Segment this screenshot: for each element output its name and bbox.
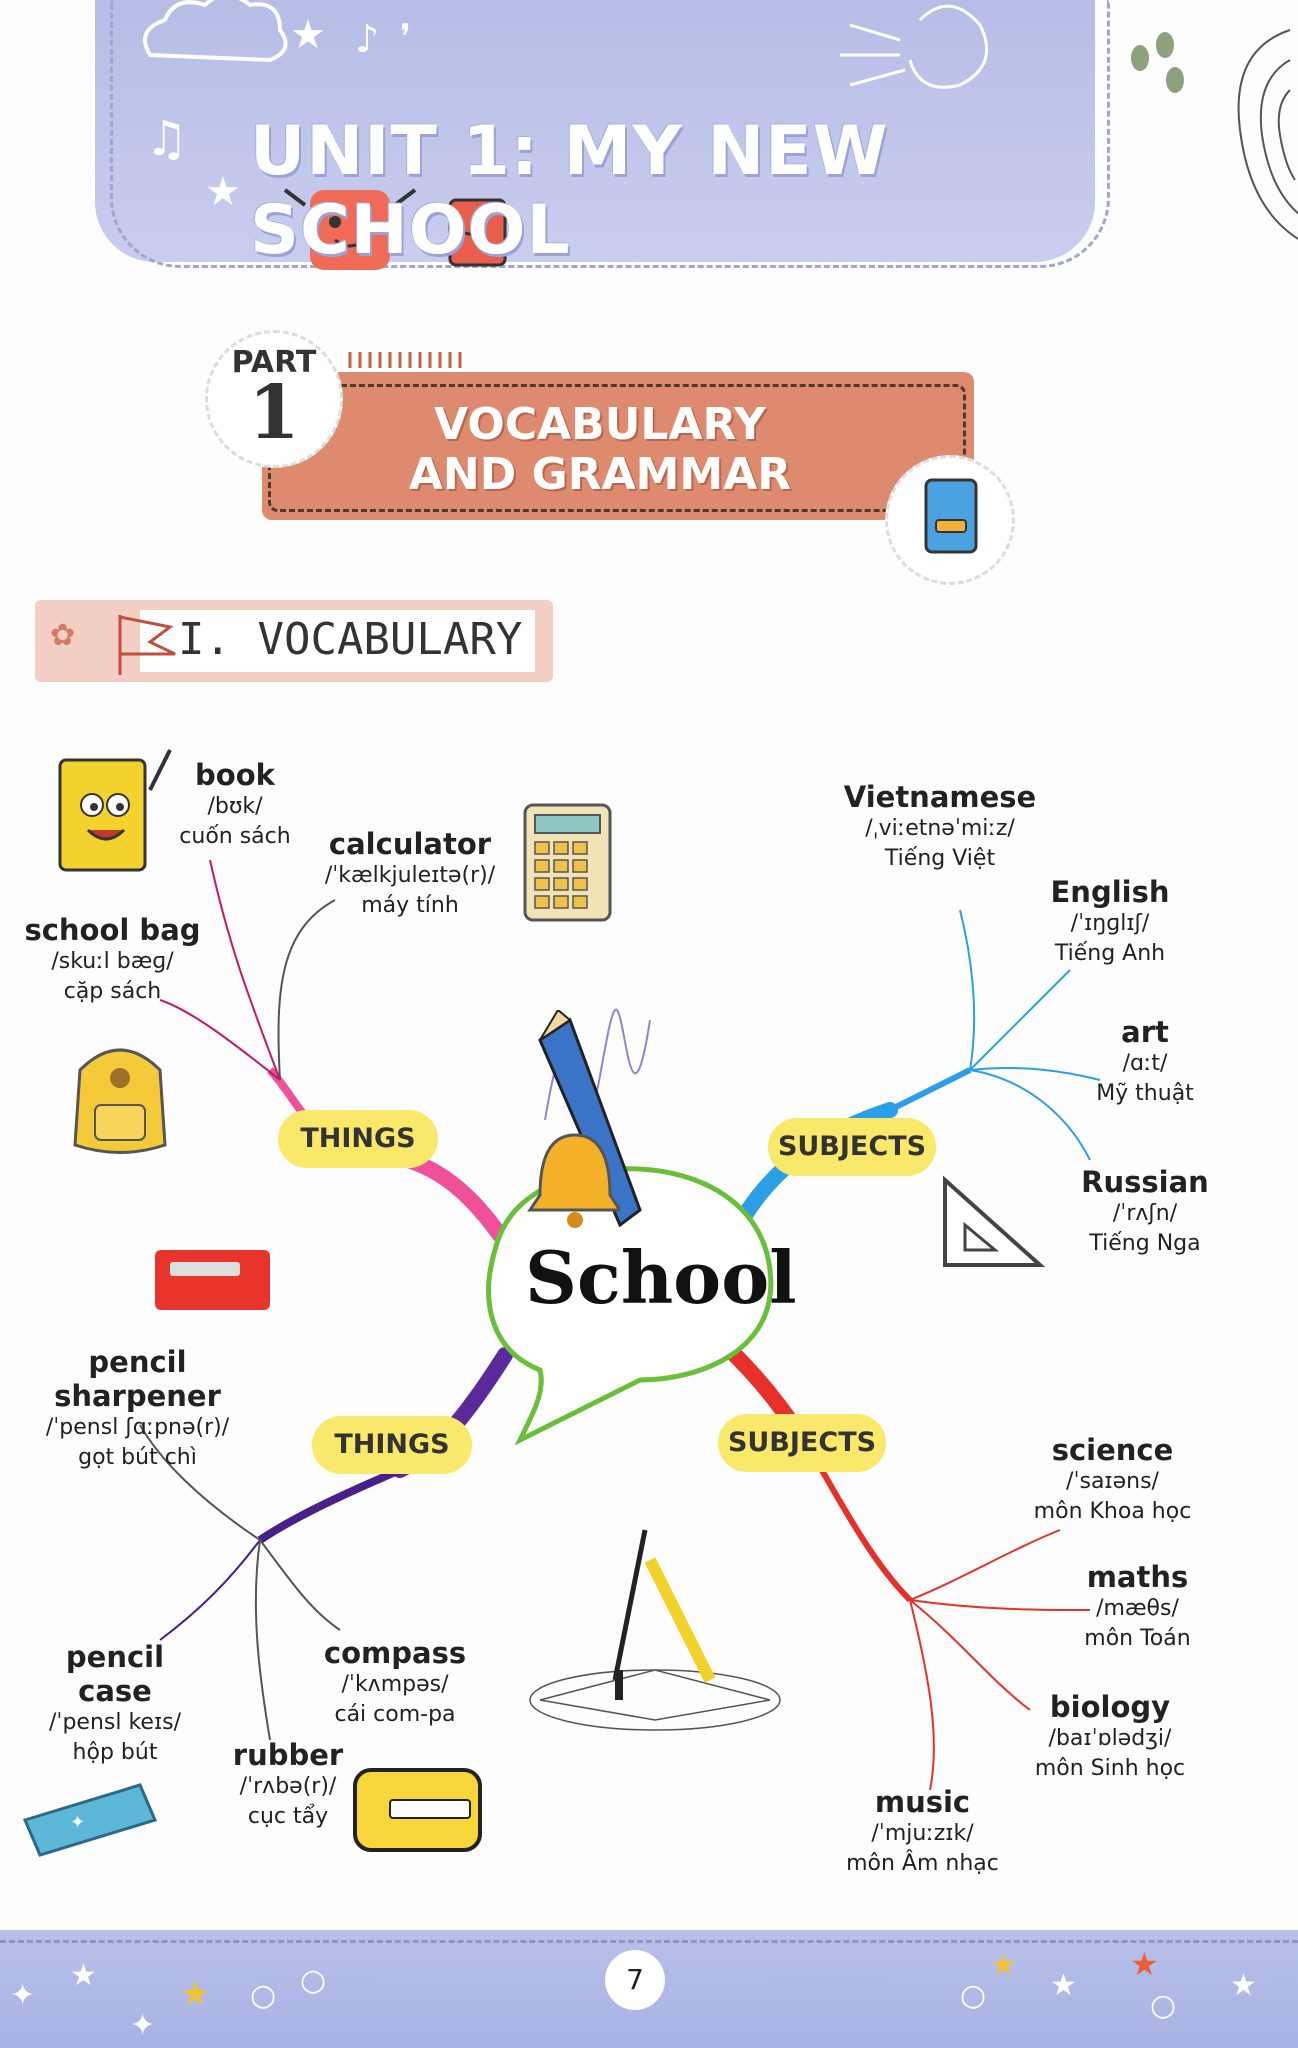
calculator-icon (520, 800, 620, 930)
pencil-sharpener-icon (150, 1240, 280, 1320)
vocab-ipa: /ˈkʌmpəs/ (341, 1672, 449, 1697)
vocab-entry-art (1080, 1015, 1210, 1109)
branch-things-top: THINGS (278, 1110, 438, 1168)
vocab-ipa: /ˈpensl keɪs/ (48, 1710, 181, 1735)
vocab-ipa: /ˌviːetnəˈmiːz/ (865, 816, 1015, 841)
part-label: PART (231, 345, 317, 380)
vocab-word: Russian (1081, 1165, 1209, 1199)
compass-icon (525, 1520, 785, 1740)
vocab-ipa: /ˈɪŋɡlɪʃ/ (1070, 911, 1150, 936)
part-number: 1 (248, 370, 300, 456)
page-number: 7 (605, 1950, 665, 2010)
vocab-ipa: /ˈsaɪəns/ (1066, 1469, 1159, 1494)
branch-things-bottom: THINGS (312, 1416, 472, 1474)
vocab-entry-music (840, 1785, 1005, 1879)
vocab-meaning: Tiếng Nga (1089, 1231, 1201, 1256)
star-icon: ★ (180, 1974, 211, 2014)
vocab-meaning: Tiếng Anh (1054, 941, 1166, 966)
vocab-entry-book (170, 758, 300, 852)
vocab-word: pencil case (65, 1640, 165, 1708)
section-heading-line1: VOCABULARY (434, 399, 766, 450)
vocab-ipa: /ˈkælkjuleɪtə(r)/ (324, 863, 496, 888)
svg-text:○: ○ (1150, 1988, 1177, 2023)
unit-title: UNIT 1: MY NEW SCHOOL (250, 112, 889, 270)
vocab-meaning: Tiếng Việt (884, 846, 996, 871)
school-bag-icon (60, 1030, 180, 1160)
vocab-word: Vietnamese (843, 780, 1037, 814)
vocab-ipa: /mæθs/ (1096, 1596, 1179, 1621)
vocab-entry-pencil-sharpener (10, 1345, 265, 1473)
svg-text:★: ★ (1050, 1968, 1077, 2003)
vocab-meaning: máy tính (361, 893, 459, 918)
vocab-meaning: cục tẩy (247, 1804, 329, 1829)
vocab-meaning: hộp bút (72, 1740, 158, 1765)
vocab-word: art (1121, 1015, 1169, 1049)
vocab-entry-compass (310, 1636, 480, 1730)
vocab-word: compass (323, 1636, 467, 1670)
svg-text:○: ○ (960, 1978, 987, 2013)
svg-text:✦: ✦ (130, 2008, 156, 2043)
vocab-meaning: môn Âm nhạc (846, 1851, 999, 1876)
vocab-entry-calculator (310, 827, 510, 921)
vocab-entry-biology (1010, 1690, 1210, 1784)
vocab-entry-school-bag (20, 913, 205, 1007)
vocab-ipa: /ˈrʌbə(r)/ (239, 1774, 337, 1799)
vocab-meaning: cái com-pa (334, 1702, 456, 1727)
vocab-entry-science (1020, 1433, 1205, 1527)
vocab-word: biology (1049, 1690, 1171, 1724)
vocab-word: school bag (24, 913, 201, 947)
svg-text:✦: ✦ (70, 1812, 86, 1833)
svg-text:★: ★ (1230, 1968, 1257, 2003)
svg-text:✿: ✿ (50, 618, 76, 653)
svg-text:✦: ✦ (10, 1978, 36, 2013)
vocab-word: pencil sharpener (54, 1345, 221, 1413)
star-icon: ❜ (400, 17, 411, 57)
vocab-entry-vietnamese (840, 780, 1040, 874)
vocab-ipa: /bʊk/ (207, 794, 263, 819)
vocab-ipa: /ɑːt/ (1122, 1051, 1168, 1076)
svg-text:○: ○ (250, 1978, 277, 2013)
branch-subjects-bottom: SUBJECTS (718, 1414, 886, 1472)
vocab-ipa: /ˈmjuːzɪk/ (871, 1821, 974, 1846)
music-notes-icon: ♫ (145, 111, 189, 167)
vocab-word: music (874, 1785, 971, 1819)
vocab-ipa: /skuːl bæɡ/ (51, 949, 174, 974)
pencil-case-icon (20, 1780, 160, 1860)
vocab-word: book (195, 758, 275, 792)
vocab-meaning: môn Khoa học (1033, 1499, 1192, 1524)
vocab-entry-pencil-case (25, 1640, 205, 1768)
book-character-icon (50, 730, 180, 890)
vocab-meaning: môn Toán (1084, 1626, 1191, 1651)
rubber-icon (350, 1760, 490, 1860)
vocab-meaning: cặp sách (63, 979, 162, 1004)
vocab-meaning: cuốn sách (179, 824, 291, 849)
vocab-word: science (1051, 1433, 1174, 1467)
vocab-word: calculator (328, 827, 492, 861)
vocab-meaning: gọt bút chì (78, 1445, 197, 1470)
svg-text:○: ○ (300, 1963, 327, 1998)
set-square-icon (940, 1175, 1050, 1275)
star-icon: ★ (1130, 1945, 1159, 1983)
vocab-word: rubber (232, 1738, 344, 1772)
center-word: School (525, 1235, 797, 1320)
vocab-word: maths (1086, 1560, 1189, 1594)
svg-text:★: ★ (70, 1958, 97, 1993)
vocab-ipa: /ˈrʌʃn/ (1112, 1201, 1178, 1226)
vocab-entry-rubber (218, 1738, 358, 1832)
vocab-entry-maths (1060, 1560, 1215, 1654)
vocab-word: English (1050, 875, 1170, 909)
music-note-icon: ♪ (355, 17, 380, 61)
footer-border (0, 1940, 1298, 1943)
star-icon: ★ (290, 12, 326, 58)
star-icon: ★ (205, 169, 241, 215)
vocab-entry-russian (1070, 1165, 1220, 1259)
vocab-ipa: /ˈpensl ʃɑːpnə(r)/ (45, 1415, 230, 1440)
vocab-meaning: môn Sinh học (1034, 1756, 1186, 1781)
branch-subjects-top: SUBJECTS (768, 1118, 936, 1176)
vocab-meaning: Mỹ thuật (1096, 1081, 1194, 1106)
bell-icon (520, 1125, 620, 1235)
section-heading-line2: AND GRAMMAR (408, 449, 792, 500)
vocab-heading: I. VOCABULARY (178, 614, 523, 665)
star-icon: ★ (990, 1948, 1017, 1983)
vocab-ipa: /baɪˈɒlədʒi/ (1048, 1726, 1172, 1751)
vocab-entry-english (1030, 875, 1190, 969)
